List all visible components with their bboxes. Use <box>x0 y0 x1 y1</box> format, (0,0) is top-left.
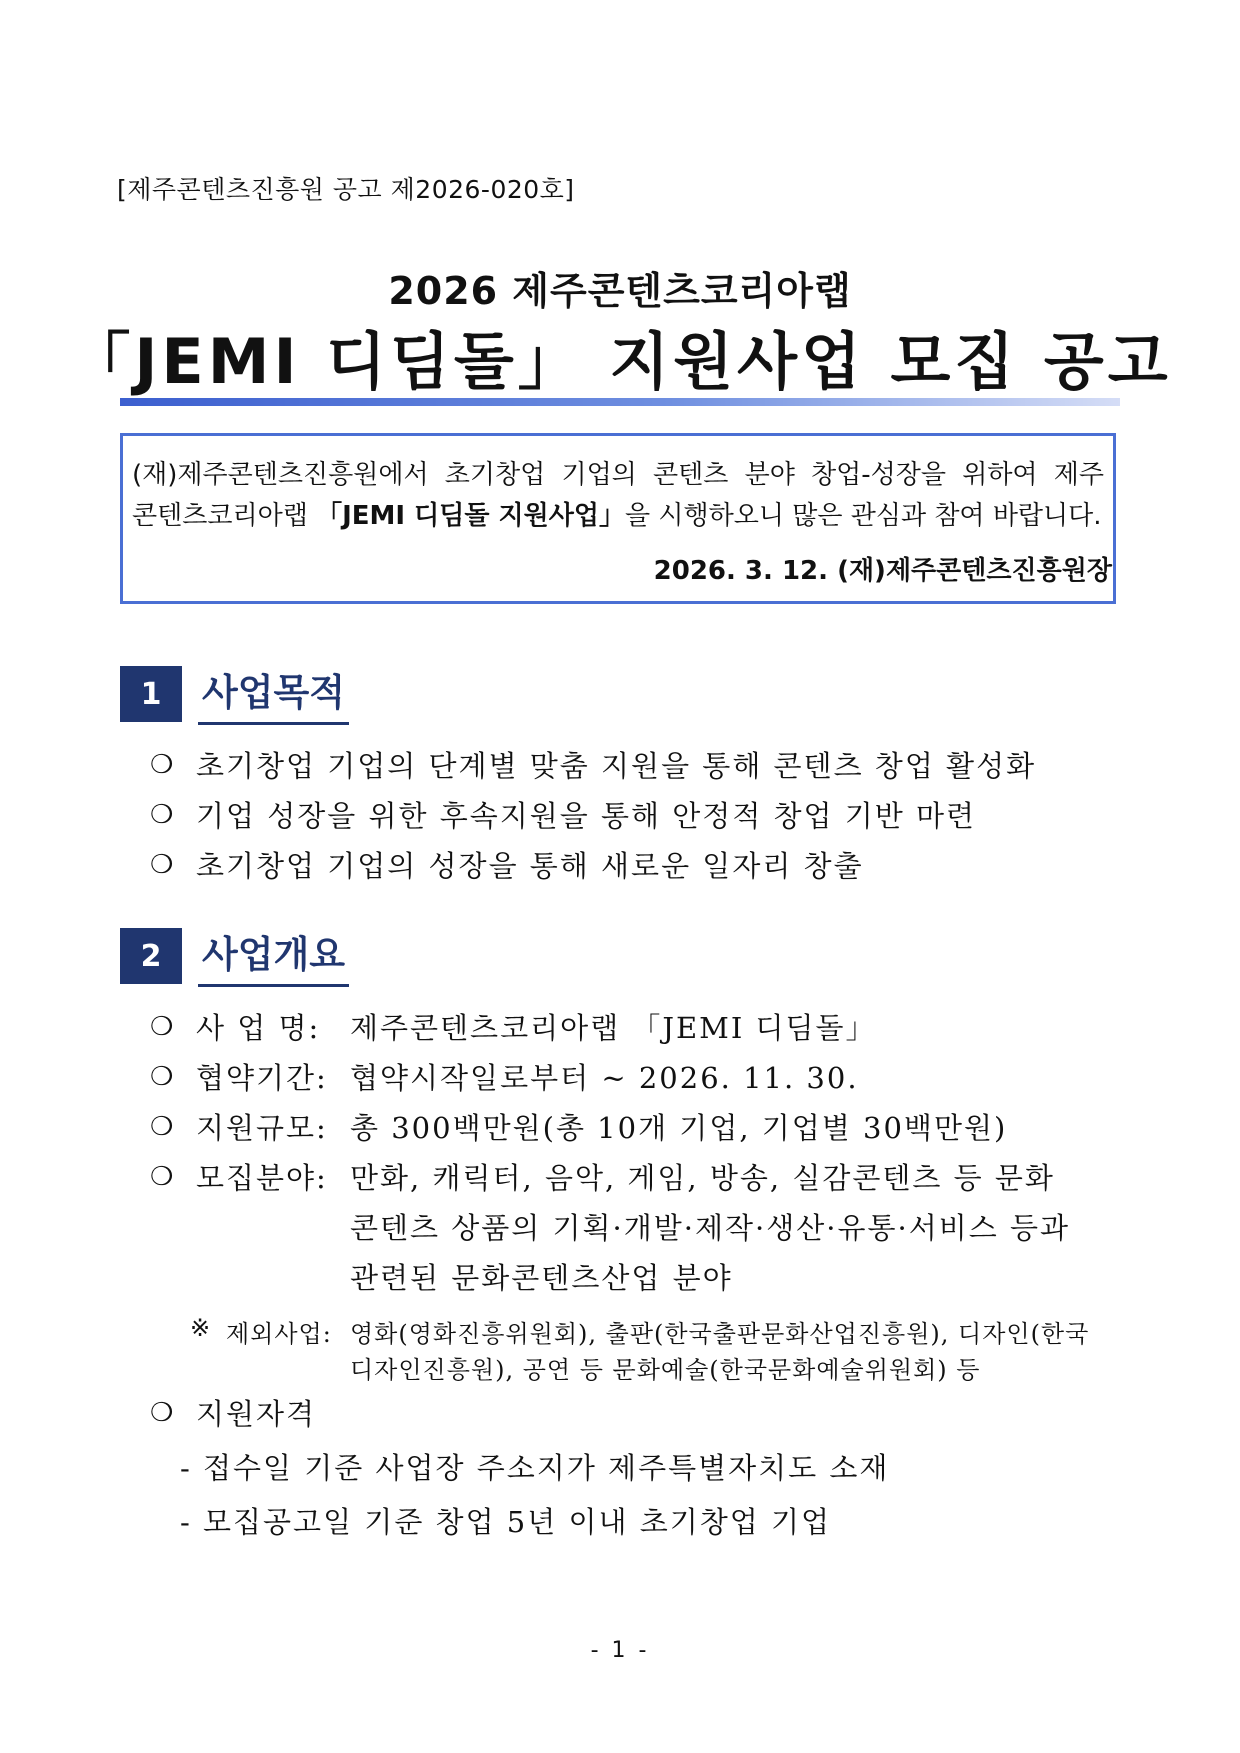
bullet-icon: ❍ <box>150 850 174 880</box>
overview-name-value: 제주콘텐츠코리아랩 「JEMI 디딤돌」 <box>350 1011 877 1045</box>
overview-scale-value: 총 300백만원(총 10개 기업, 기업별 30백만원) <box>350 1111 1008 1145</box>
section-1-number: 1 <box>120 666 182 722</box>
intro-program-name: 「JEMI 디딤돌 지원사업」 <box>316 501 625 531</box>
overview-period-value: 협약시작일로부터 ~ 2026. 11. 30. <box>350 1061 859 1095</box>
note-label: 제외사업: <box>226 1320 332 1348</box>
note-line-2: 디자인진흥원), 공연 등 문화예술(한국문화예술위원회) 등 <box>350 1356 981 1384</box>
purpose-item-1: 초기창업 기업의 단계별 맞춤 지원을 통해 콘텐츠 창업 활성화 <box>196 749 1037 783</box>
overview-qualification-label: 지원자격 <box>196 1397 317 1431</box>
title-line-1: 2026 제주콘텐츠코리아랩 <box>388 269 852 313</box>
overview-field-line-2: 콘텐츠 상품의 기획·개발·제작·생산·유통·서비스 등과 <box>350 1211 1071 1245</box>
page-title: 「JEMI 디딤돌」 지원사업 모집 공고 <box>68 325 1172 398</box>
page-number: - 1 - <box>590 1638 650 1663</box>
overview-scale-label: 지원규모: <box>196 1111 328 1145</box>
bullet-icon: ❍ <box>150 800 174 830</box>
intro-line-2-post: 을 시행하오니 많은 관심과 참여 바랍니다. <box>624 501 1102 531</box>
bullet-icon: ❍ <box>150 1112 174 1142</box>
bullet-icon: ❍ <box>150 1062 174 1092</box>
bullet-icon: ❍ <box>150 750 174 780</box>
overview-name-label: 사 업 명: <box>196 1011 321 1045</box>
qualification-item-1: - 접수일 기준 사업장 주소지가 제주특별자치도 소재 <box>180 1451 890 1485</box>
bullet-icon: ❍ <box>150 1398 174 1428</box>
intro-line-1: (재)제주콘텐츠진흥원에서 초기창업 기업의 콘텐츠 분야 창업-성장을 위하여 제주 <box>132 460 1104 490</box>
section-2-title: 사업개요 <box>198 924 349 987</box>
section-1-title: 사업목적 <box>198 662 349 725</box>
notice-number: [제주콘텐츠진흥원 공고 제2026-020호] <box>117 175 575 204</box>
title-gradient-rule <box>120 398 1120 406</box>
intro-line-2-pre: 콘텐츠코리아랩 <box>132 501 317 531</box>
overview-field-line-3: 관련된 문화콘텐츠산업 분야 <box>350 1261 733 1295</box>
section-2-number: 2 <box>120 928 182 984</box>
purpose-item-2: 기업 성장을 위한 후속지원을 통해 안정적 창업 기반 마련 <box>196 799 977 833</box>
note-line-1: 영화(영화진흥위원회), 출판(한국출판문화산업진흥원), 디자인(한국 <box>350 1320 1090 1348</box>
intro-line-2 <box>132 496 1104 537</box>
overview-period-label: 협약기간: <box>196 1061 328 1095</box>
qualification-item-2: - 모집공고일 기준 창업 5년 이내 초기창업 기업 <box>180 1505 832 1539</box>
overview-field-line-1: 만화, 캐릭터, 음악, 게임, 방송, 실감콘텐츠 등 문화 <box>350 1161 1055 1195</box>
purpose-item-3: 초기창업 기업의 성장을 통해 새로운 일자리 창출 <box>196 849 864 883</box>
overview-field-label: 모집분야: <box>196 1161 328 1195</box>
intro-signature: 2026. 3. 12. (재)제주콘텐츠진흥원장 <box>653 556 1112 586</box>
note-mark: ※ <box>190 1314 212 1342</box>
bullet-icon: ❍ <box>150 1162 174 1192</box>
bullet-icon: ❍ <box>150 1012 174 1042</box>
